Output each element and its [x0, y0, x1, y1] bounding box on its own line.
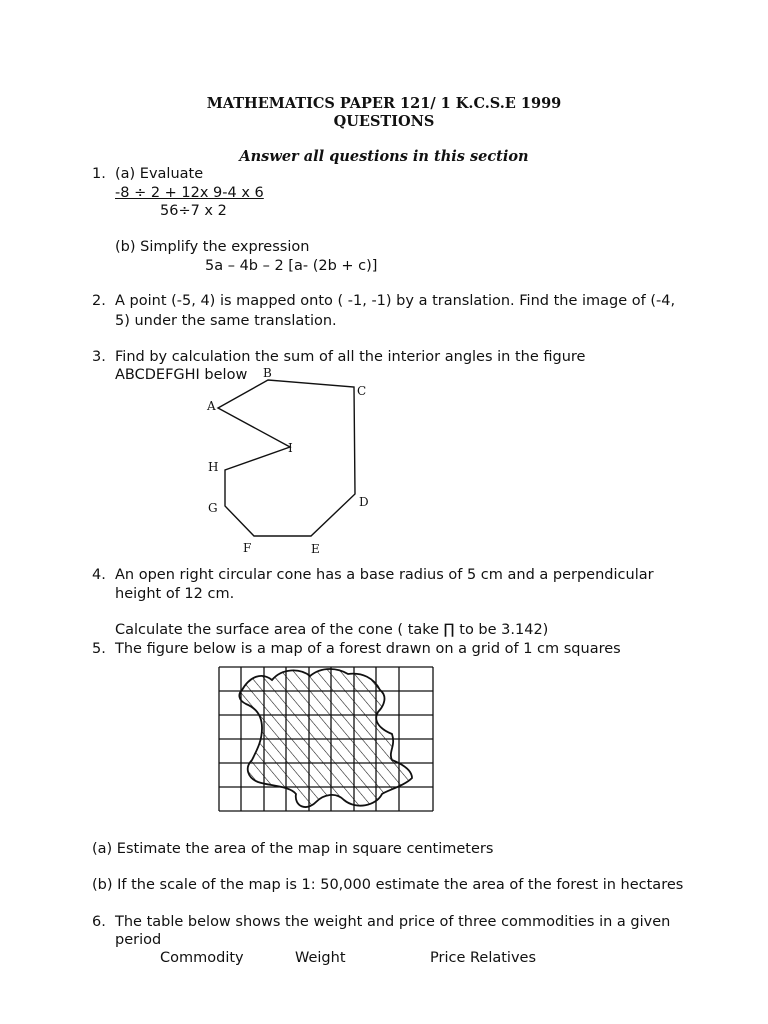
q3-number: 3. — [92, 349, 106, 365]
vertex-label-c: C — [357, 384, 367, 398]
q1b-expression: 5a – 4b – 2 [a- (2b + c)] — [205, 258, 378, 274]
q4-line3: Calculate the surface area of the cone ( take ∏ to be 3.142) — [115, 622, 549, 638]
q2-line2: 5) under the same translation. — [115, 313, 337, 329]
table-header-commodity: Commodity — [160, 950, 244, 966]
q2-number: 2. — [92, 293, 106, 309]
q1b-label: (b) Simplify the expression — [115, 239, 310, 255]
forest-map-shape — [239, 669, 412, 807]
q4-line1: An open right circular cone has a base radius of 5 cm and a perpendicular — [115, 567, 654, 583]
section-instruction: Answer all questions in this section — [239, 148, 529, 165]
vertex-label-b: B — [263, 366, 272, 380]
vertex-label-d: D — [359, 495, 369, 509]
q2-line1: A point (-5, 4) is mapped onto ( -1, -1) by a translation. Find the image of (-4, — [115, 293, 676, 309]
q4-line2: height of 12 cm. — [115, 586, 235, 602]
q1-number: 1. — [92, 166, 106, 182]
q4-number: 4. — [92, 567, 106, 583]
table-header-weight: Weight — [295, 950, 346, 966]
paper-title: MATHEMATICS PAPER 121/ 1 K.C.S.E 1999 — [206, 95, 562, 112]
q6-line2: period — [115, 932, 162, 948]
vertex-label-g: G — [208, 501, 218, 515]
q5a-text: (a) Estimate the area of the map in square centimeters — [92, 841, 494, 857]
vertex-label-f: F — [243, 541, 252, 555]
vertex-label-a: A — [207, 399, 216, 413]
q5-number: 5. — [92, 641, 106, 657]
q3-line2: ABCDEFGHI below — [115, 367, 248, 383]
vertex-label-i: I — [288, 441, 293, 455]
table-header-price-relatives: Price Relatives — [430, 950, 537, 966]
q1a-label: (a) Evaluate — [115, 166, 204, 182]
q5b-text: (b) If the scale of the map is 1: 50,000 estimate the area of the forest in hectares — [92, 877, 684, 893]
paper-subtitle: QUESTIONS — [333, 113, 435, 130]
vertex-label-e: E — [311, 542, 320, 556]
q5-line1: The figure below is a map of a forest drawn on a grid of 1 cm squares — [115, 641, 621, 657]
vertex-label-h: H — [208, 460, 219, 474]
q6-line1: The table below shows the weight and price of three commodities in a given — [115, 914, 671, 930]
q3-line1: Find by calculation the sum of all the interior angles in the figure — [115, 349, 586, 365]
q1a-numerator: -8 ÷ 2 + 12x 9-4 x 6 — [115, 185, 264, 201]
q1a-denominator: 56÷7 x 2 — [160, 203, 227, 219]
q6-number: 6. — [92, 914, 106, 930]
